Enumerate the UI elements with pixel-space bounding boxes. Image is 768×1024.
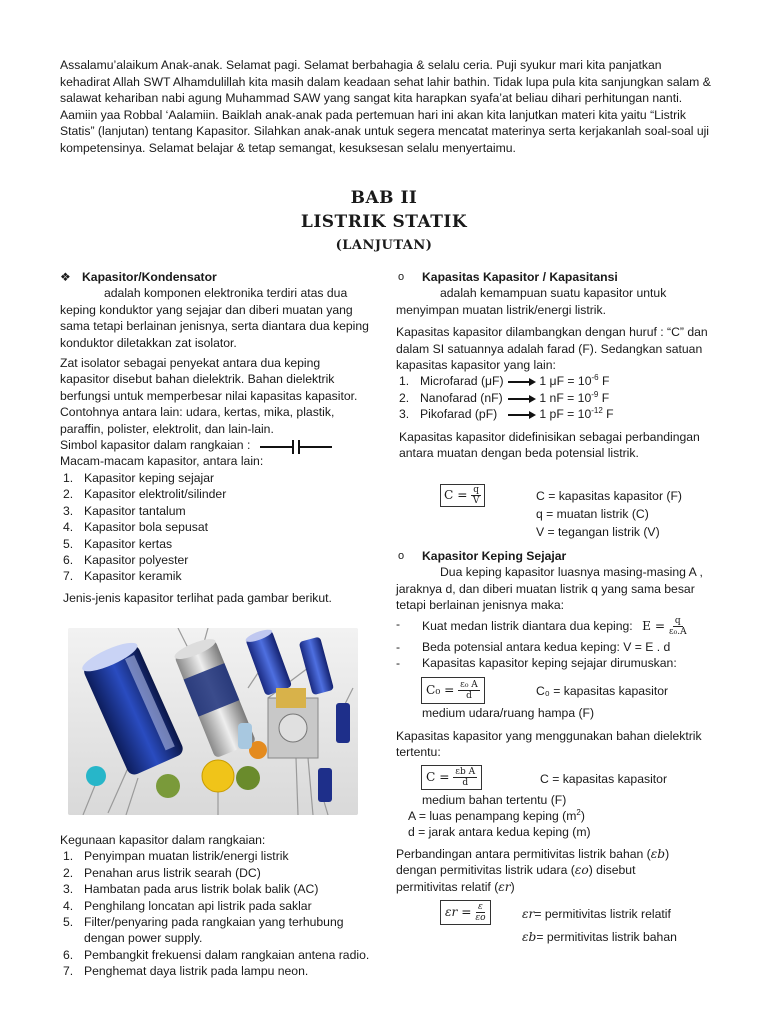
list-item: 1. Microfarad (μF) 1 $\mu F = 10^{-6}$ F xyxy=(399,373,610,389)
kapasitas-defined-paragraph: Kapasitas kapasitor didefinisikan sebagai perbandingan antara muatan dengan beda potensial listrik. xyxy=(399,429,700,461)
capacitors-photo xyxy=(68,628,358,815)
list-item: 3. Hambatan pada arus listrik bolak balik (AC) xyxy=(63,882,319,897)
c-legend-2: medium bahan tertentu (F) xyxy=(422,793,567,807)
keping-definition: Dua keping kapasitor luasnya masing-masing A , jaraknya d, dan diberi muatan listrik q yang sama besar tetapi berlainan jenisnya maka: xyxy=(396,565,703,613)
kapasitor-definition: adalah komponen elektronika terdiri atas dua keping konduktor yang sejajar dan diberi muatan yang sama tetapi berlainan jenisnya, serta diantara dua keping konduktor diletakkan zat isolator. xyxy=(60,286,369,350)
types-list xyxy=(60,470,370,585)
symbol-line xyxy=(60,437,370,453)
isolator-paragraph: Zat isolator sebagai penyekat antara dua keping kapasitor disebut bahan dielektrik. Bahan dielektrik berfungsi untuk memperbesar nilai kapasitas kapasitor. Contohnya antara lain: udara, kertas, mika, plastik, paraffin, polister, elektrolit, dan lain-lain. xyxy=(60,356,358,436)
uses-section xyxy=(60,832,370,980)
list-item: 2. Kapasitor elektrolit/silinder xyxy=(63,487,227,502)
right-column xyxy=(396,269,716,461)
list-item: 4. Kapasitor bola sepusat xyxy=(63,520,208,535)
types-label: Macam-macam kapasitor, antara lain: xyxy=(60,454,264,469)
diamond-bullet-icon: ❖ xyxy=(60,270,71,284)
ratio-paragraph: Perbandingan antara permitivitas listrik bahan (εb) dengan permitivitas listrik udara (εo) disebut permitivitas relatif (εr) xyxy=(396,847,670,894)
left-column xyxy=(60,269,370,606)
formula-c-dielectric: C = $\frac{\text{εb A}}{d}$ xyxy=(421,765,482,790)
intro-paragraph: Assalamu’alaikum Anak-anak. Selamat pagi. Selamat berbahagia & selalu ceria. Puji syukur mari kita panjatkan kehadirat Allah SWT Alhamdulillah kita masih dalam keadaan sehat lahir bathin. Tidak lupa pula kita sanjungkan salam & salawat kehariban nabi agung Muhammad SAW yang sangat kita harapkan syafa’at beliau dihari perhitungan nanti. Aamiin yaa Robbal ‘Aalamiin. Baiklah anak-anak pada pertemuan hari ini akan kita lanjutkan materi kita yaitu “Listrik Statis” (lanjutan) tentang Kapasitor. Silahkan anak-anak untuk segera mencatat materinya serta kerjakanlah soal-soal uji kompetensinya. Selamat belajar & tetap semangat, kesuksesan selalu menyertaimu. xyxy=(60,58,711,155)
list-item: 6. Pembangkit frekuensi dalam rangkaian antena radio. xyxy=(63,947,370,962)
uses-label: Kegunaan kapasitor dalam rangkaian: xyxy=(60,833,266,847)
area-line: A = luas penampang keping $(m^2)$ xyxy=(408,807,585,823)
symbol-label: Simbol kapasitor dalam rangkaian : xyxy=(60,438,251,453)
c0-legend-2: medium udara/ruang hampa (F) xyxy=(422,706,595,720)
list-item: 7. Penghemat daya listrik pada lampu neon. xyxy=(63,964,309,979)
c-legend: C = kapasitas kapasitor xyxy=(540,772,668,786)
chapter-subtitle: (LANJUTAN) xyxy=(335,238,433,253)
list-item: 2. Penahan arus listrik searah (DC) xyxy=(63,865,261,880)
types-caption: Jenis-jenis kapasitor terlihat pada gambar berikut. xyxy=(63,590,332,605)
units-list xyxy=(396,373,716,422)
formula-c0: C₀ = $\frac{\text{ε₀ A}}{d}$ xyxy=(421,677,485,704)
formula-legend: C = kapasitas kapasitor (F) q = muatan listrik (C) V = tegangan listrik (V) xyxy=(536,489,682,539)
circle-bullet-icon: o xyxy=(398,550,405,562)
list-item: 6. Kapasitor polyester xyxy=(63,552,189,567)
capacitor-symbol-icon xyxy=(260,440,332,452)
er-legend: εr= permitivitas listrik relatif xyxy=(522,907,671,921)
list-item: 7. Kapasitor keramik xyxy=(63,569,182,584)
list-item: 4. Penghilang loncatan api listrik pada saklar xyxy=(63,898,312,913)
list-item: 1. Penyimpan muatan listrik/energi listrik xyxy=(63,849,289,864)
list-item: 5. Filter/penyaring pada rangkaian yang terhubung dengan power supply. xyxy=(63,915,344,946)
kapasitas-definition: adalah kemampuan suatu kapasitor untuk menyimpan muatan listrik/energi listrik. xyxy=(396,286,667,317)
formula-relative-permittivity: εr = $\frac{\varepsilon}{\varepsilon o}$ xyxy=(440,900,491,925)
formula-capacitance: C = $\frac{q}{V}$ xyxy=(440,484,485,507)
arrow-right-icon xyxy=(508,378,536,386)
arrow-right-icon xyxy=(508,411,536,419)
dash-item: - Kuat medan listrik diantara dua keping: E = $\frac{q}{\text{ε₀.A}}$ xyxy=(396,615,687,637)
formula-field: E = $\frac{q}{\text{ε₀.A}}$ xyxy=(642,615,687,637)
keping-section xyxy=(396,548,716,671)
dash-item: - Kapasitas kapasitor keping sejajar dirumuskan: xyxy=(396,656,677,671)
chapter-number: BAB II xyxy=(350,188,418,208)
kapasitor-heading: Kapasitor/Kondensator xyxy=(82,270,217,284)
circle-bullet-icon: o xyxy=(398,271,405,283)
list-item: 2. Nanofarad (nF) 1 nF = $10^{-9}$ F xyxy=(399,389,610,405)
chapter-title: LISTRIK STATIK xyxy=(300,212,468,232)
eb-legend: εb= permitivitas listrik bahan xyxy=(522,930,677,944)
kapasitas-symbol-paragraph: Kapasitas kapasitor dilambangkan dengan huruf : “C” dan dalam SI satuannya adalah farad (F). Sedangkan satuan kapasitas kapasitor yang lain: xyxy=(396,325,708,373)
list-item: 1. Kapasitor keping sejajar xyxy=(63,470,215,485)
distance-line: d = jarak antara kedua keping (m) xyxy=(408,825,591,839)
keping-heading: Kapasitor Keping Sejajar xyxy=(422,549,567,563)
dash-item: - Beda potensial antara kedua keping: V = E . d xyxy=(396,639,671,654)
kapasitas-heading: Kapasitas Kapasitor / Kapasitansi xyxy=(422,270,618,284)
list-item: 5. Kapasitor kertas xyxy=(63,536,173,551)
dielectric-label: Kapasitas kapasitor yang menggunakan bahan dielektrik tertentu: xyxy=(396,729,702,760)
uses-list xyxy=(60,848,370,979)
arrow-right-icon xyxy=(508,395,536,403)
list-item: 3. Kapasitor tantalum xyxy=(63,503,186,518)
c0-legend: C₀ = kapasitas kapasitor xyxy=(536,684,669,698)
list-item: 3. Pikofarad (pF) 1 pF = $10^{-12}$ F xyxy=(399,406,614,422)
